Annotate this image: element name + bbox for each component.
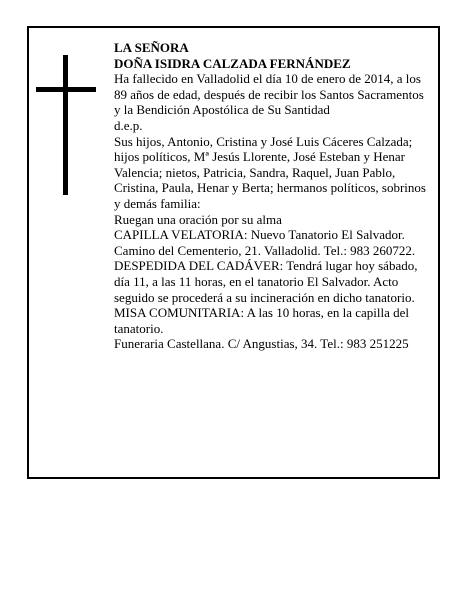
obituary-text [114, 40, 430, 352]
prayer-request: Ruegan una oración por su alma [114, 211, 282, 227]
dep-abbreviation: d.e.p. [114, 117, 143, 133]
farewell-info: DESPEDIDA DEL CADÁVER: Tendrá lugar hoy sábado, día 11, a las 11 horas, en el tanatorio El Salvador. Acto seguido se procederá a su incineración en dicho tanatorio. [114, 258, 418, 305]
cross-vertical-bar [63, 55, 68, 195]
death-announcement: Ha fallecido en Valladolid el día 10 de enero de 2014, a los 89 años de edad, después de recibir los Santos Sacramentos y la Bendición Apostólica de Su Santidad [114, 71, 424, 118]
funeral-home-info: Funeraria Castellana. C/ Angustias, 34. Tel.: 983 251225 [114, 336, 409, 352]
title-line-2: DOÑA ISIDRA CALZADA FERNÁNDEZ [114, 55, 351, 71]
chapel-info: CAPILLA VELATORIA: Nuevo Tanatorio El Salvador. Camino del Cementerio, 21. Valladolid. Tel.: 983 260722. [114, 227, 416, 258]
cross-horizontal-bar [36, 87, 96, 92]
family-list: Sus hijos, Antonio, Cristina y José Luis Cáceres Calzada; hijos políticos, Mª Jesús Llorente, José Esteban y Henar Valencia; nietos, Patricia, Sandra, Raquel, Juan Pablo, Cristina, Paula, Henar y Berta; hermanos políticos, sobrinos y demás familia: [114, 133, 426, 211]
mass-info: MISA COMUNITARIA: A las 10 horas, en la capilla del tanatorio. [114, 305, 410, 336]
title-line-1: LA SEÑORA [114, 40, 189, 55]
